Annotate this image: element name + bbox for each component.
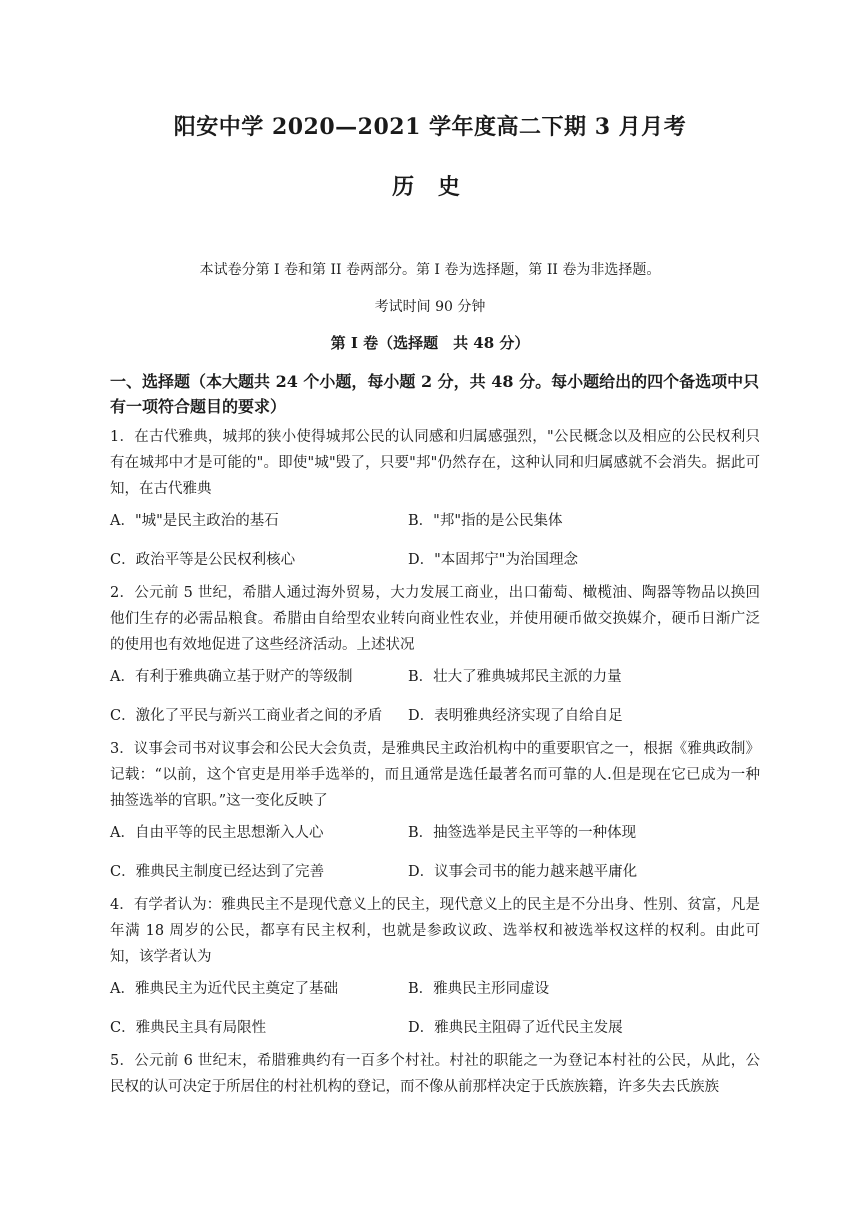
question-1-stem: 1．在古代雅典，城邦的狭小使得城邦公民的认同感和归属感强烈，"公民概念以及相应的公民权利只有在城邦中才是可能的"。即使"城"毁了，只要"邦"仍然存在，这种认同和归属感就不会消失。据此可知，在古代雅典 [110, 429, 760, 497]
option-b: B．"邦"指的是公民集体 [408, 513, 563, 529]
option-a: A．自由平等的民主思想渐入人心 [110, 825, 324, 841]
question-2-stem: 2．公元前 5 世纪，希腊人通过海外贸易，大力发展工商业，出口葡萄、橄榄油、陶器等物品以换回他们生存的必需品粮食。希腊由自给型农业转向商业性农业，并使用硬币做交换媒介，硬币日渐广泛的使用也有效地促进了这些经济活动。上述状况 [110, 585, 760, 653]
option-c: C．雅典民主制度已经达到了完善 [110, 864, 325, 880]
option-b: B．壮大了雅典城邦民主派的力量 [408, 669, 622, 685]
option-c: C．政治平等是公民权利核心 [110, 552, 296, 568]
option-c: C．激化了平民与新兴工商业者之间的矛盾 [110, 708, 383, 724]
exam-time: 考试时间 90 分钟 [374, 299, 486, 315]
option-d: D．议事会司书的能力越来越平庸化 [408, 864, 638, 880]
option-a: A．"城"是民主政治的基石 [110, 513, 279, 529]
option-d: D．雅典民主阻碍了近代民主发展 [408, 1020, 623, 1036]
option-b: B．雅典民主形同虚设 [408, 981, 550, 997]
option-d: D．表明雅典经济实现了自给自足 [408, 708, 623, 724]
option-c: C．雅典民主具有局限性 [110, 1020, 267, 1036]
section-heading: 一、选择题（本大题共 24 个小题，每小题 2 分，共 48 分。每小题给出的四个备选项中只有一项符合题目的要求） [110, 372, 760, 416]
exam-title: 阳安中学 2020—2021 学年度高二下期 3 月月考 [173, 114, 687, 140]
option-b: B．抽签选举是民主平等的一种体现 [408, 825, 637, 841]
question-2-options [110, 667, 760, 745]
question-4-options [110, 979, 760, 1057]
question-5-stem: 5．公元前 6 世纪末，希腊雅典约有一百多个村社。村社的职能之一为登记本村社的公民，从此，公民权的认可决定于所居住的村社机构的登记，而不像从前那样决定于氏族族籍，许多失去氏族族 [110, 1053, 760, 1095]
part-heading: 第 I 卷（选择题 共 48 分） [330, 334, 530, 352]
question-4-stem: 4．有学者认为：雅典民主不是现代意义上的民主，现代意义上的民主是不分出身、性别、贫富，凡是年满 18 周岁的公民，都享有民主权利，也就是参政议政、选举权和被选举权这样的权利。由此可知，该学者认为 [110, 897, 760, 965]
option-a: A．有利于雅典确立基于财产的等级制 [110, 669, 353, 685]
option-a: A．雅典民主为近代民主奠定了基础 [110, 981, 338, 997]
question-3-options [110, 823, 760, 901]
question-3-stem: 3．议事会司书对议事会和公民大会负责，是雅典民主政治机构中的重要职官之一，根据《雅典政制》记载：“以前，这个官吏是用举手选举的，而且通常是选任最著名而可靠的人.但是现在它已成为一种抽签选举的官职。”这一变化反映了 [110, 741, 760, 809]
question-1-options [110, 511, 760, 589]
subject-title: 历 史 [392, 174, 468, 200]
exam-note: 本试卷分第 I 卷和第 II 卷两部分。第 I 卷为选择题，第 II 卷为非选择题。 [199, 262, 661, 278]
option-d: D．"本固邦宁"为治国理念 [408, 552, 578, 568]
